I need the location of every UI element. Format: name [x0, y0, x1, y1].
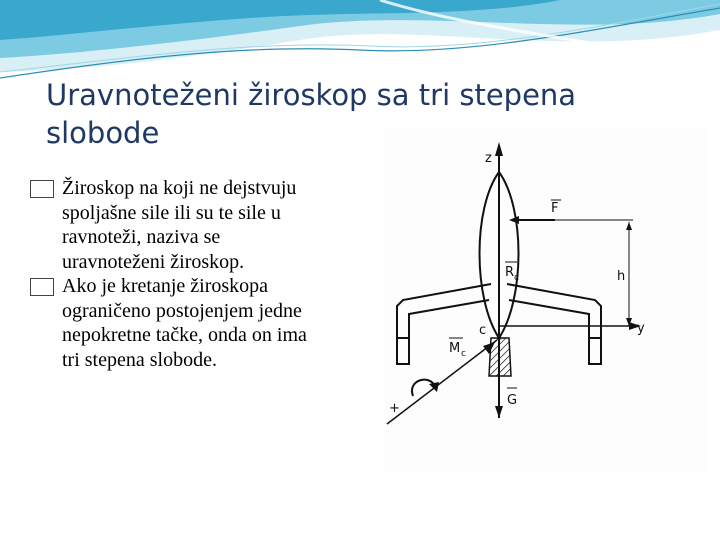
force-f-label: F — [551, 201, 559, 216]
gyroscope-diagram-svg — [383, 128, 706, 473]
bullet-2-line-3: nepokretne tačke, onda on ima — [62, 324, 307, 346]
gyroscope-diagram — [383, 128, 706, 473]
bullet-2-line-4: tri stepena slobode. — [62, 348, 217, 371]
slide-title-line-1: Uravnoteženi žiroskop sa tri stepena — [46, 78, 577, 112]
bullet-2-line-2: ograničeno postojenjem jedne — [62, 299, 302, 322]
weight-g-label: G — [507, 393, 518, 408]
y-axis-label: y — [637, 321, 645, 336]
moment-mc-subscript: c — [461, 349, 466, 359]
h-dimension-arrow-top — [626, 222, 632, 230]
missing-glyph-bullet-icon:  — [30, 278, 54, 296]
slide-title-line-2: slobode — [46, 116, 160, 150]
bullet-item-1 — [30, 176, 395, 274]
weight-g-arrowhead — [495, 406, 503, 418]
frame-left-foot — [397, 338, 409, 364]
z-axis-label: z — [485, 151, 492, 166]
bullet-item-2 — [30, 274, 395, 372]
reaction-rc-label: R — [505, 265, 515, 280]
moment-axis-line — [387, 340, 497, 424]
bullet-2-line-1: Ako je kretanje žiroskopa — [62, 275, 269, 297]
missing-glyph-bullet-icon:  — [30, 180, 54, 198]
force-f-arrowhead — [509, 216, 519, 224]
moment-rotation-arc — [412, 380, 435, 396]
z-axis-arrowhead — [495, 142, 503, 156]
bullet-1-line-2: spoljašne sile ili su te sile u — [62, 201, 281, 224]
point-c-label: c — [479, 323, 487, 338]
bullet-1-line-1: Žiroskop na koji ne dejstvuju — [62, 177, 297, 199]
reaction-rc-subscript: c — [514, 273, 519, 283]
point-c-dot — [497, 336, 501, 340]
frame-right-foot — [589, 338, 601, 364]
moment-mc-label: M — [449, 341, 461, 356]
bullet-1-line-3: ravnoteži, naziva se — [62, 226, 221, 248]
h-dimension-label: h — [617, 269, 626, 284]
slide-body — [30, 176, 395, 372]
bullet-1-line-4: uravnoteženi žiroskop. — [62, 250, 245, 273]
rotation-sign-label: + — [389, 401, 400, 416]
